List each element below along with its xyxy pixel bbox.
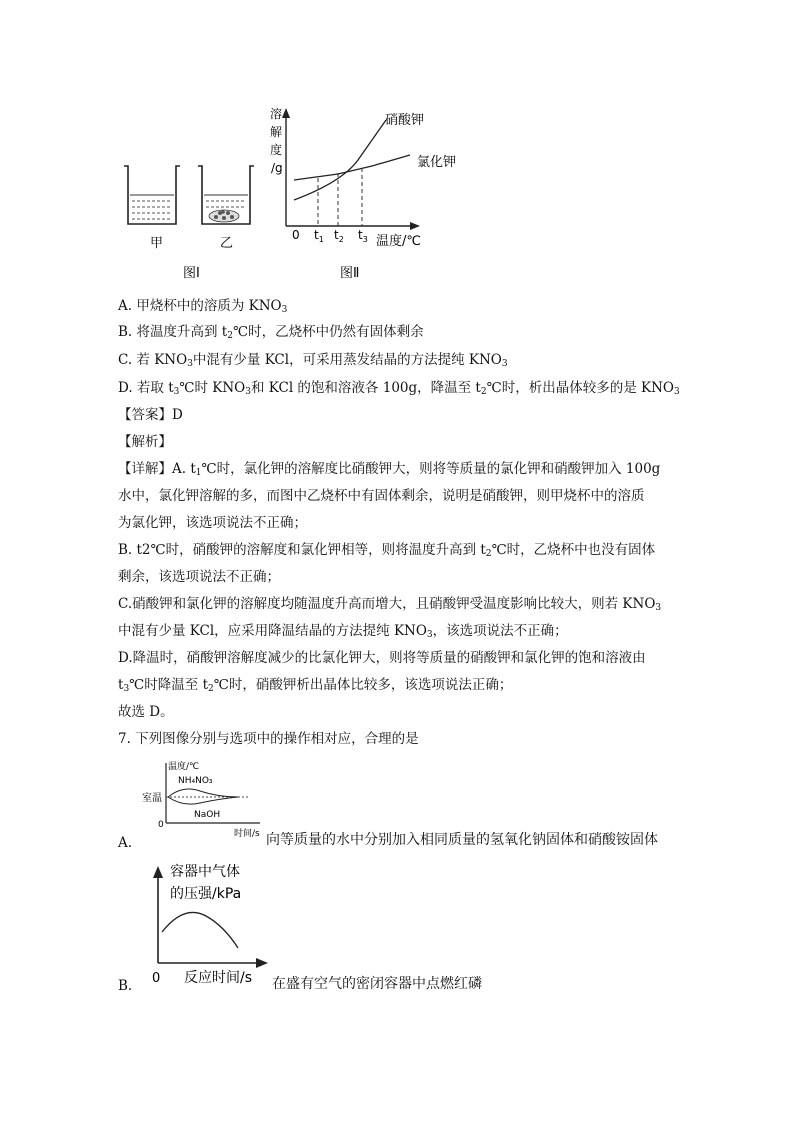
- detail-line-5: 剩余，该选项说法不正确；: [118, 569, 280, 585]
- q7-graph-a: [138, 757, 268, 839]
- graph-a-xlabel: 时间/s: [234, 829, 260, 839]
- y-axis-label-1: 溶: [270, 107, 283, 121]
- beaker-yi-label: 乙: [220, 236, 234, 251]
- y-axis-label-2: 解: [270, 125, 283, 139]
- y-axis-label-3: 度: [270, 143, 283, 157]
- y-axis-label-4: /g: [271, 161, 283, 175]
- graph-a-zero: 0: [158, 820, 164, 830]
- detail-line-6: C.硝酸钾和氯化钾的溶解度均随温度升高而增大，且硝酸钾受温度影响比较大，则若 $KNO_3$: [118, 596, 662, 613]
- graph-b-xlabel: 反应时间/s: [184, 970, 253, 986]
- detail-line-2: 水中，氯化钾溶解的多，而图中乙烧杯中有固体剩余，说明是硝酸钾，则甲烧杯中的溶质: [118, 488, 645, 504]
- detail-line-9: $t_3℃$时降温至 $t_2℃$时，硝酸钾析出晶体比较多，该选项说法正确；: [118, 677, 513, 694]
- graph-b-curve: [162, 912, 238, 948]
- tick-t3: $t_3$: [358, 228, 368, 244]
- q7-option-b-letter: B.: [118, 978, 133, 994]
- answer: 【答案】D: [118, 407, 183, 423]
- q7-option-b-text: 在盛有空气的密闭容器中点燃红磷: [272, 976, 482, 992]
- detail-line-3: 为氯化钾，该选项说法不正确；: [118, 515, 307, 531]
- curve-kcl-label: 氯化钾: [417, 155, 457, 170]
- graph-b-ylabel-2: 的压强/kPa: [170, 886, 242, 902]
- detail-line-10: 故选 D。: [118, 704, 174, 720]
- graph-b-ylabel-1: 容器中气体: [170, 864, 240, 880]
- graph-a-curve-lower: [168, 797, 238, 804]
- graph-a-room: 室温: [142, 793, 162, 804]
- detail-line-4: B. t2℃时，硝酸钾的溶解度和氯化钾相等，则将温度升高到 $t_2℃$时，乙烧杯中也没有固体: [118, 542, 656, 559]
- analysis-title: 【解析】: [118, 434, 172, 450]
- beaker-jia-label: 甲: [150, 236, 164, 251]
- tick-t2: $t_2$: [334, 228, 344, 244]
- x-axis-label: 温度/℃: [376, 234, 421, 249]
- tick-t1: $t_1$: [314, 228, 324, 244]
- option-b: B. 将温度升高到 $t_2℃$时，乙烧杯中仍然有固体剩余: [118, 324, 424, 341]
- graph-a-ylabel: 温度/℃: [168, 762, 200, 772]
- graph-a-curve-upper: [168, 789, 238, 797]
- origin-label: 0: [292, 228, 300, 242]
- option-c: C. 若 $KNO_3$中混有少量 KCl，可采用蒸发结晶的方法提纯 $KNO_3$: [118, 352, 508, 369]
- curve-kno3: [294, 120, 386, 200]
- solubility-figure: [110, 100, 490, 285]
- q7-stem: 7. 下列图像分别与选项中的操作相对应，合理的是: [118, 731, 419, 747]
- option-d: D. 若取 $t_3℃$时 $KNO_3$和 KCl 的饱和溶液各 100g，降温至 $t_2℃$时，析出晶体较多的是 $KNO_3$: [118, 380, 680, 397]
- q7-option-a-letter: A.: [118, 835, 133, 851]
- fig1-label: 图Ⅰ: [183, 266, 200, 281]
- graph-a-upper-label: NH₄NO₃: [178, 776, 213, 786]
- fig2-label: 图Ⅱ: [340, 266, 360, 281]
- graph-a-lower-label: NaOH: [194, 810, 221, 820]
- graph-b-zero: 0: [152, 971, 161, 986]
- q7-graph-b: [144, 858, 269, 988]
- curve-kno3-label: 硝酸钾: [385, 113, 425, 128]
- option-a: A. 甲烧杯中的溶质为 $KNO_3$: [118, 298, 288, 315]
- beaker-yi: [198, 166, 254, 224]
- detail-line-1: 【详解】A. $t_1℃$时，氯化钾的溶解度比硝酸钾大，则将等质量的氯化钾和硝酸钾加入 100g: [118, 461, 661, 478]
- beaker-jia: [124, 166, 180, 224]
- q7-option-a-text: 向等质量的水中分别加入相同质量的氢氧化钠固体和硝酸铵固体: [266, 832, 658, 848]
- detail-line-8: D.降温时，硝酸钾溶解度减少的比氯化钾大，则将等质量的硝酸钾和氯化钾的饱和溶液由: [118, 650, 646, 666]
- detail-line-7: 中混有少量 KCl，应采用降温结晶的方法提纯 $KNO_3$，该选项说法不正确；: [118, 623, 568, 640]
